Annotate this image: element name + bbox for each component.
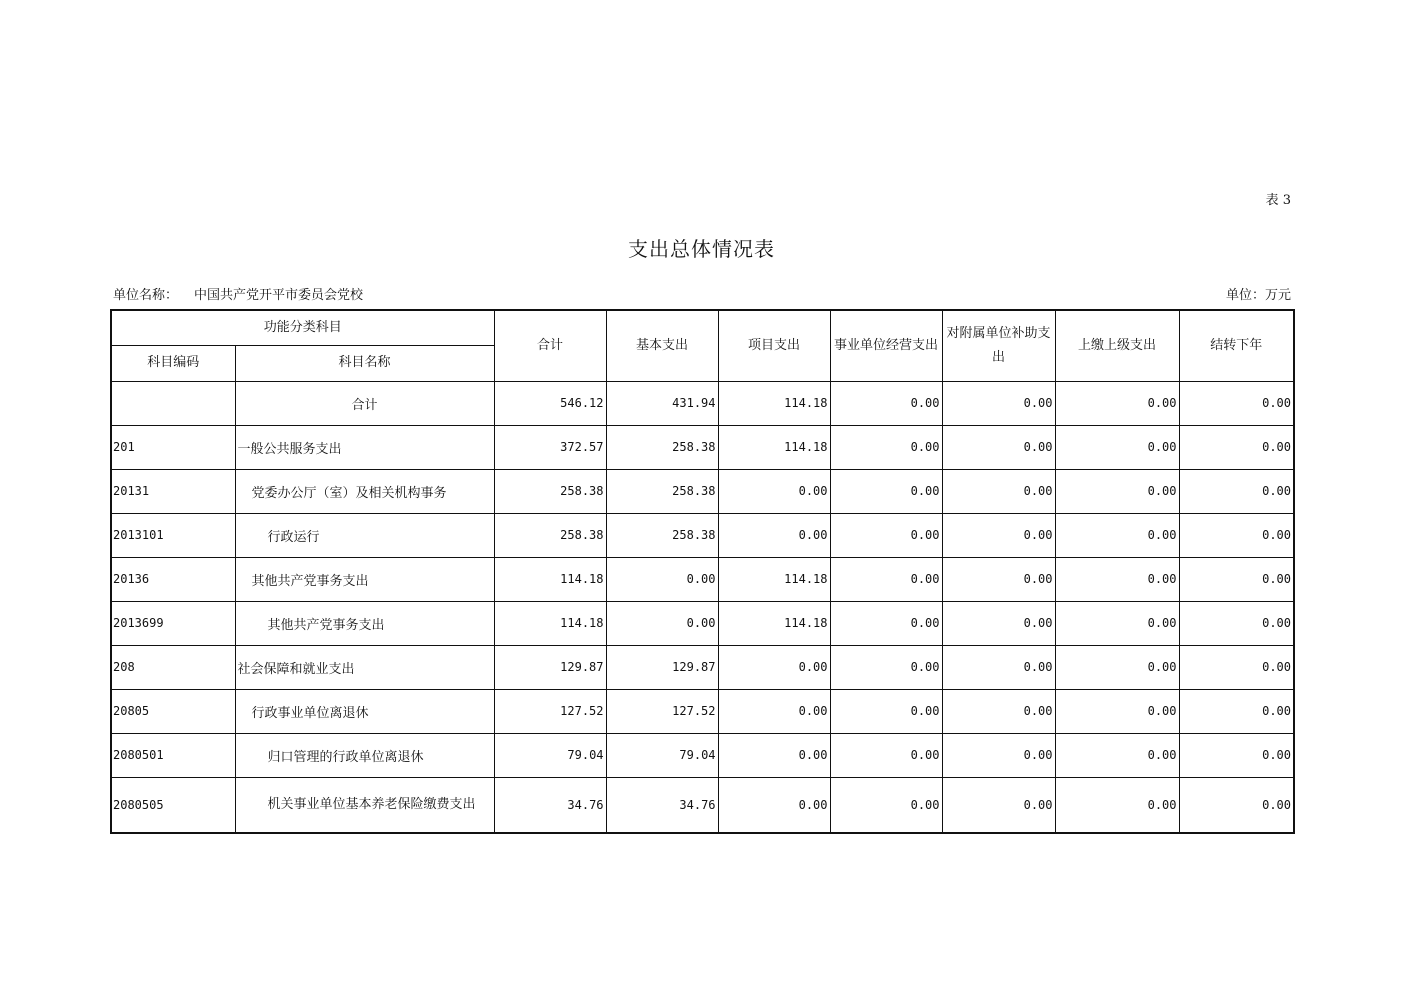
total-value: 546.12	[494, 381, 606, 425]
amount-cell: 0.00	[718, 777, 830, 833]
amount-cell: 0.00	[1179, 645, 1294, 689]
amount-cell: 129.87	[494, 645, 606, 689]
total-value: 0.00	[830, 381, 942, 425]
amount-cell: 0.00	[1055, 689, 1179, 733]
amount-cell: 0.00	[718, 469, 830, 513]
amount-cell: 79.04	[494, 733, 606, 777]
amount-cell: 0.00	[942, 645, 1055, 689]
table-row	[111, 557, 1294, 601]
amount-cell: 0.00	[1055, 557, 1179, 601]
amount-cell: 0.00	[718, 513, 830, 557]
total-value: 0.00	[942, 381, 1055, 425]
amount-cell: 0.00	[718, 689, 830, 733]
amount-cell: 0.00	[1055, 733, 1179, 777]
subject-name: 归口管理的行政单位离退休	[235, 733, 494, 777]
total-code-cell	[111, 381, 235, 425]
amount-cell: 0.00	[942, 513, 1055, 557]
table-number: 表 3	[1265, 193, 1291, 208]
subject-code: 20131	[111, 469, 235, 513]
subject-name: 行政事业单位离退休	[235, 689, 494, 733]
amount-cell: 0.00	[830, 513, 942, 557]
header-subsidy: 对附属单位补助支出	[942, 310, 1055, 381]
amount-cell: 0.00	[942, 601, 1055, 645]
amount-cell: 372.57	[494, 425, 606, 469]
amount-cell: 34.76	[606, 777, 718, 833]
subject-name: 机关事业单位基本养老保险缴费支出	[235, 777, 494, 833]
header-group: 功能分类科目	[111, 310, 494, 345]
amount-cell: 0.00	[830, 733, 942, 777]
amount-cell: 114.18	[718, 425, 830, 469]
table-row	[111, 777, 1294, 833]
header-business: 事业单位经营支出	[830, 310, 942, 381]
amount-cell: 0.00	[830, 469, 942, 513]
subject-name: 党委办公厅（室）及相关机构事务	[235, 469, 494, 513]
amount-cell: 0.00	[718, 733, 830, 777]
total-value: 0.00	[1179, 381, 1294, 425]
currency-unit: 单位：万元	[1225, 288, 1291, 303]
total-row	[111, 381, 1294, 425]
total-value: 431.94	[606, 381, 718, 425]
amount-cell: 0.00	[606, 601, 718, 645]
amount-cell: 0.00	[942, 733, 1055, 777]
amount-cell: 114.18	[718, 557, 830, 601]
table-row	[111, 601, 1294, 645]
amount-cell: 129.87	[606, 645, 718, 689]
amount-cell: 0.00	[1055, 513, 1179, 557]
amount-cell: 0.00	[830, 777, 942, 833]
header-project: 项目支出	[718, 310, 830, 381]
amount-cell: 258.38	[606, 513, 718, 557]
subject-code: 208	[111, 645, 235, 689]
amount-cell: 0.00	[830, 557, 942, 601]
subject-name: 行政运行	[235, 513, 494, 557]
amount-cell: 0.00	[1055, 645, 1179, 689]
amount-cell: 0.00	[942, 777, 1055, 833]
amount-cell: 79.04	[606, 733, 718, 777]
amount-cell: 0.00	[1179, 601, 1294, 645]
unit-name-value: 中国共产党开平市委员会党校	[194, 288, 364, 303]
subject-code: 2013101	[111, 513, 235, 557]
amount-cell: 0.00	[606, 557, 718, 601]
subject-name: 其他共产党事务支出	[235, 557, 494, 601]
header-total: 合计	[494, 310, 606, 381]
total-value: 0.00	[1055, 381, 1179, 425]
amount-cell: 258.38	[606, 469, 718, 513]
expenditure-table	[110, 309, 1295, 834]
amount-cell: 114.18	[494, 601, 606, 645]
subject-name: 一般公共服务支出	[235, 425, 494, 469]
amount-cell: 0.00	[1179, 425, 1294, 469]
total-label: 合计	[235, 381, 494, 425]
subject-code: 20805	[111, 689, 235, 733]
amount-cell: 258.38	[494, 469, 606, 513]
page-title: 支出总体情况表	[628, 237, 775, 261]
header-carry: 结转下年	[1179, 310, 1294, 381]
amount-cell: 0.00	[1055, 469, 1179, 513]
amount-cell: 34.76	[494, 777, 606, 833]
header-name: 科目名称	[235, 345, 494, 381]
amount-cell: 0.00	[1179, 777, 1294, 833]
header-upper: 上缴上级支出	[1055, 310, 1179, 381]
header-basic: 基本支出	[606, 310, 718, 381]
header-code: 科目编码	[111, 345, 235, 381]
amount-cell: 258.38	[494, 513, 606, 557]
table-row	[111, 469, 1294, 513]
table-row	[111, 425, 1294, 469]
amount-cell: 0.00	[830, 601, 942, 645]
amount-cell: 0.00	[830, 645, 942, 689]
table-row	[111, 645, 1294, 689]
table-row	[111, 513, 1294, 557]
subject-code: 2080501	[111, 733, 235, 777]
table-row	[111, 689, 1294, 733]
amount-cell: 0.00	[1179, 513, 1294, 557]
amount-cell: 0.00	[942, 689, 1055, 733]
amount-cell: 0.00	[1179, 689, 1294, 733]
amount-cell: 0.00	[830, 689, 942, 733]
subject-code: 2080505	[111, 777, 235, 833]
unit-name-line	[113, 284, 363, 303]
unit-name-label: 单位名称：	[113, 288, 179, 303]
amount-cell: 127.52	[606, 689, 718, 733]
table-row	[111, 733, 1294, 777]
total-value: 114.18	[718, 381, 830, 425]
amount-cell: 0.00	[1055, 425, 1179, 469]
amount-cell: 258.38	[606, 425, 718, 469]
amount-cell: 0.00	[1055, 601, 1179, 645]
subject-code: 201	[111, 425, 235, 469]
amount-cell: 0.00	[1179, 557, 1294, 601]
amount-cell: 127.52	[494, 689, 606, 733]
subject-code: 2013699	[111, 601, 235, 645]
amount-cell: 0.00	[1179, 733, 1294, 777]
amount-cell: 0.00	[1179, 469, 1294, 513]
subject-name: 其他共产党事务支出	[235, 601, 494, 645]
amount-cell: 114.18	[494, 557, 606, 601]
amount-cell: 0.00	[718, 645, 830, 689]
amount-cell: 0.00	[942, 469, 1055, 513]
amount-cell: 0.00	[942, 425, 1055, 469]
amount-cell: 114.18	[718, 601, 830, 645]
amount-cell: 0.00	[942, 557, 1055, 601]
subject-name: 社会保障和就业支出	[235, 645, 494, 689]
amount-cell: 0.00	[1055, 777, 1179, 833]
amount-cell: 0.00	[830, 425, 942, 469]
subject-code: 20136	[111, 557, 235, 601]
